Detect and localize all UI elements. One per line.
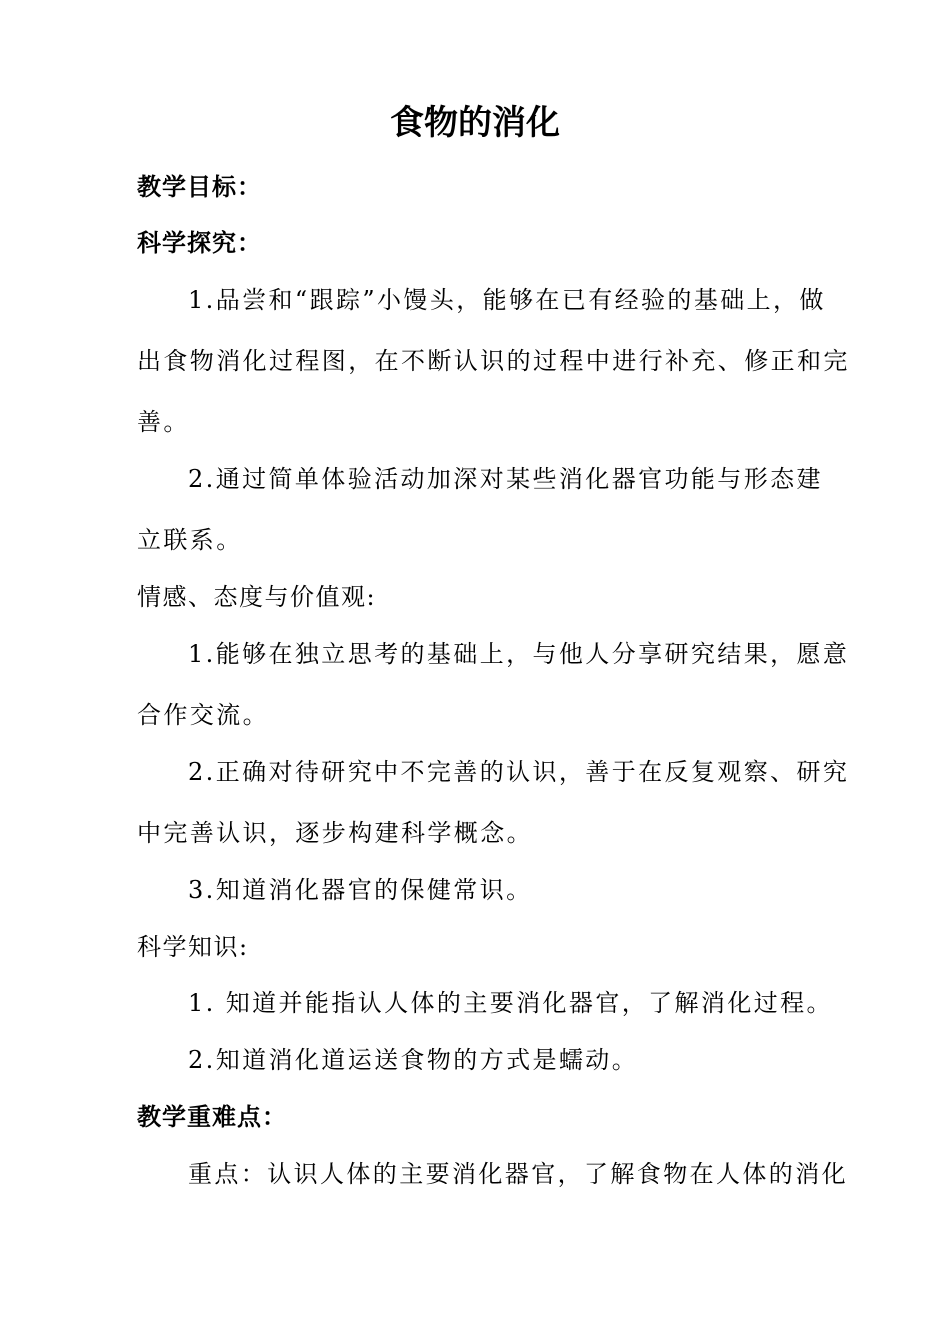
- paragraph-line: 1.品尝和“跟踪”小馒头，能够在已有经验的基础上，做: [188, 286, 826, 314]
- section-heading-teaching-goals: 教学目标：: [137, 173, 262, 201]
- paragraph-line: 善。: [137, 408, 190, 436]
- paragraph-line: 中完善认识，逐步构建科学概念。: [137, 819, 533, 847]
- document-title: 食物的消化: [390, 103, 560, 143]
- section-heading-scientific-knowledge: 科学知识:: [137, 933, 249, 961]
- paragraph-line: 2.通过简单体验活动加深对某些消化器官功能与形态建: [188, 465, 823, 493]
- section-heading-key-difficult-points: 教学重难点：: [137, 1103, 287, 1131]
- paragraph-line: 1.能够在独立思考的基础上，与他人分享研究结果，愿意: [188, 640, 850, 668]
- paragraph-line: 出食物消化过程图，在不断认识的过程中进行补充、修正和完: [137, 347, 850, 375]
- section-heading-scientific-inquiry: 科学探究：: [137, 229, 262, 257]
- paragraph-line: 重点：认识人体的主要消化器官，了解食物在人体的消化: [188, 1160, 848, 1188]
- section-heading-emotion-attitude-values: 情感、态度与价值观:: [137, 583, 377, 611]
- paragraph-line: 立联系。: [137, 526, 243, 554]
- paragraph-line: 1. 知道并能指认人体的主要消化器官，了解消化过程。: [188, 989, 833, 1017]
- paragraph-line: 合作交流。: [137, 701, 269, 729]
- paragraph-line: 3.知道消化器官的保健常识。: [188, 876, 533, 904]
- paragraph-line: 2.知道消化道运送食物的方式是蠕动。: [188, 1046, 639, 1074]
- paragraph-line: 2.正确对待研究中不完善的认识，善于在反复观察、研究: [188, 758, 850, 786]
